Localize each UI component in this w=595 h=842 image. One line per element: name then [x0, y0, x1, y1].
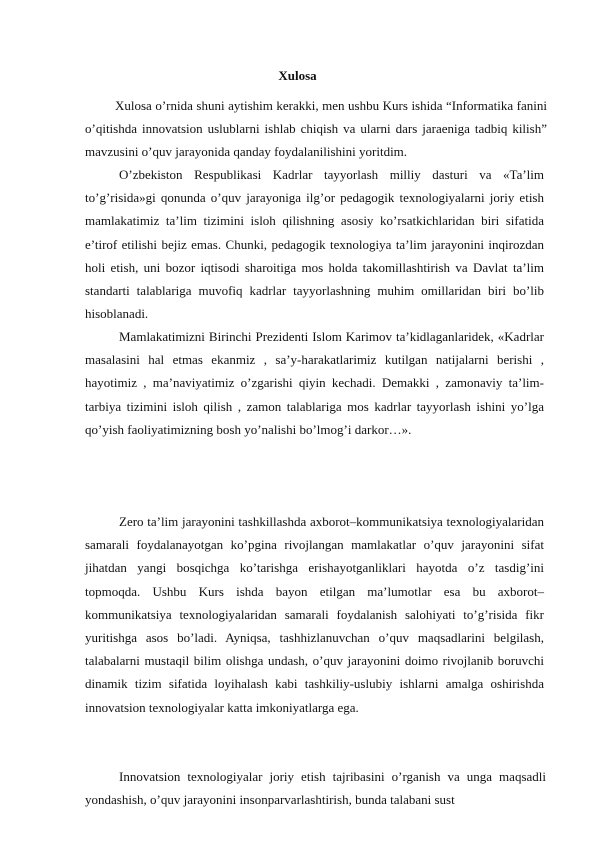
paragraph-intro: Xulosa o’rnida shuni aytishim kerakki, men ushbu Kurs ishida “Informatika fanini o’qitishda innovatsion uslublarni ishlab chiqish va ularni dars jaraeniga tadbiq kilish” mavzusini o’quv jarayonida qanday foydalanilishini yoritdim.: [85, 98, 547, 160]
paragraph-pedagogical-technology: O’zbekiston Respublikasi Kadrlar tayyorlash milliy dasturi va «Ta’lim to’g’risida»gi qonunda o’quv jarayoniga ilg’or pedagogik texnologiyalarni joriy etish mamlakatimiz ta’lim tizimini isloh qilishning asosiy ko’rsatkichlaridan biri sifatida e’tirof etilishi bejiz emas. Chunki, pedagogik texnologiya ta’lim jarayonini inqirozdan holi etish, uni bozor iqtisodi sharoitiga mos holda takomillashtirish va Davlat ta’lim standarti talablariga muvofiq kadrlar tayyorlashning muhim omillaridan biri bo’lib hisoblanadi.: [85, 167, 544, 322]
paragraph-innovation: Innovatsion texnologiyalar joriy etish tajribasini o’rganish va unga maqsadli yondashish, o’quv jarayonini insonparvarlashtirish, bunda talabani sust: [85, 769, 546, 808]
page-title: Xulosa: [278, 68, 317, 83]
paragraph-ict-usage: Zero ta’lim jarayonini tashkillashda axborot–kommunikatsiya texnologiyalaridan samarali foydalanayotgan ko’pgina rivojlangan mamlakatlar o’quv jarayonini sifat jihatdan yangi bosqichga ko’tarishga erishayotganliklari hayotda o’z tasdig’ini topmoqda. Ushbu Kurs ishda bayon etilgan ma’lumotlar esa bu axborot–kommunikatsiya texnologiyalaridan samarali foydalanish salohiyati to’g’risida fikr yuritishga asos bo’ladi. Ayniqsa, tashhizlanuvchan o’quv maqsadlarini belgilash, talabalarni mustaqil bilim olishga undash, o’quv jarayonini doimo rivojlanib boruvchi dinamik tizim sifatida loyihalash kabi tashkiliy-uslubiy ishlarni amalga oshirishda innovatsion texnologiyalar katta imkoniyatlarga ega.: [85, 514, 544, 715]
paragraph-president-quote: Mamlakatimizni Birinchi Prezidenti Islom Karimov ta’kidlaganlaridek, «Kadrlar masalasini hal etmas ekanmiz , sa’y-harakatlarimiz kutilgan natijalarni berishi , hayotimiz , ma’naviyatimiz o’zgarishi qiyin kechadi. Demakki , zamonaviy ta’lim-tarbiya tizimini isloh qilish , zamon talablariga mos kadrlar tayyorlash ishini yo’lga qo’yish faoliyatimizning bosh yo’nalishi bo’lmog’i darkor…».: [85, 329, 544, 437]
